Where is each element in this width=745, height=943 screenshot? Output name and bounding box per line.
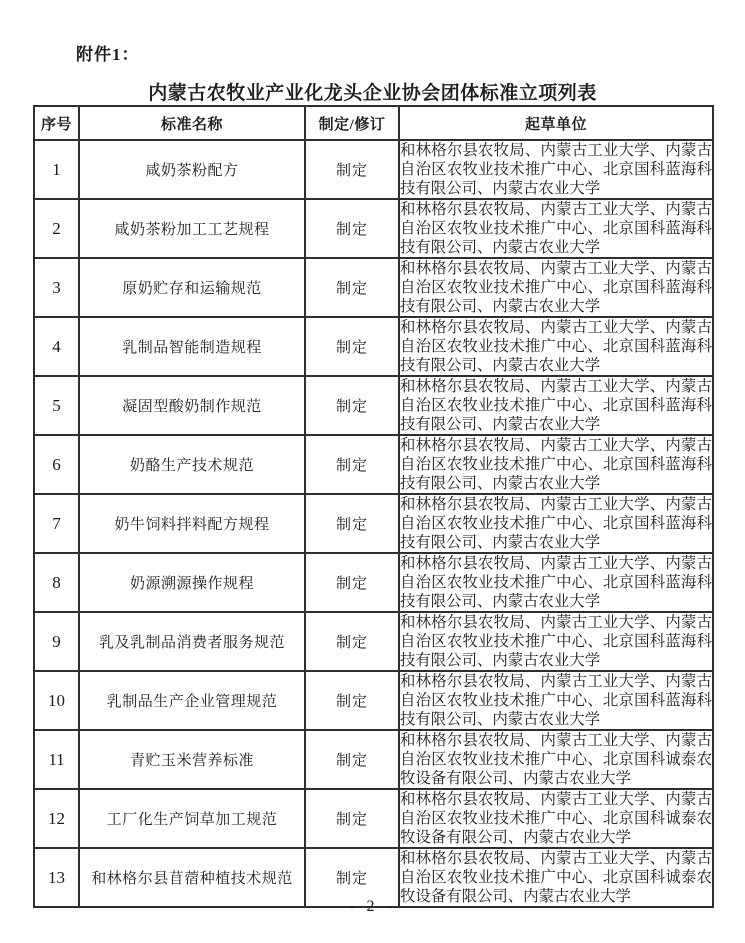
row-number: 7 [34, 494, 79, 553]
row-number: 9 [34, 612, 79, 671]
table-header-row [34, 106, 713, 140]
drafting-units: 和林格尔县农牧局、内蒙古工业大学、内蒙古自治区农牧业技术推广中心、北京国科蓝海科技有限公司、内蒙古农业大学 [400, 378, 712, 433]
column-header-drafters: 起草单位 [399, 106, 713, 140]
table-row [34, 376, 713, 435]
row-number: 2 [34, 199, 79, 258]
standards-table [33, 105, 714, 908]
row-number: 8 [34, 553, 79, 612]
drafting-units: 和林格尔县农牧局、内蒙古工业大学、内蒙古自治区农牧业技术推广中心、北京国科蓝海科技有限公司、内蒙古农业大学 [400, 437, 712, 492]
table-row [34, 553, 713, 612]
table-row [34, 730, 713, 789]
standard-name: 和林格尔县苜蓿种植技术规范 [79, 848, 305, 907]
drafting-units: 和林格尔县农牧局、内蒙古工业大学、内蒙古自治区农牧业技术推广中心、北京国科诚泰农牧设备有限公司、内蒙古农业大学 [400, 791, 712, 846]
table-row [34, 494, 713, 553]
row-number: 10 [34, 671, 79, 730]
standard-name: 乳及乳制品消费者服务规范 [79, 612, 305, 671]
row-number: 12 [34, 789, 79, 848]
row-number: 4 [34, 317, 79, 376]
table-row [34, 140, 713, 199]
standard-name: 乳制品生产企业管理规范 [79, 671, 305, 730]
table-header [34, 106, 713, 140]
revision-type: 制定 [305, 553, 399, 612]
standard-name: 奶源溯源操作规程 [79, 553, 305, 612]
column-header-number: 序号 [34, 106, 79, 140]
attachment-label: 附件1： [76, 45, 140, 64]
standard-name: 咸奶茶粉加工工艺规程 [79, 199, 305, 258]
drafting-units: 和林格尔县农牧局、内蒙古工业大学、内蒙古自治区农牧业技术推广中心、北京国科蓝海科技有限公司、内蒙古农业大学 [400, 496, 712, 551]
drafting-units: 和林格尔县农牧局、内蒙古工业大学、内蒙古自治区农牧业技术推广中心、北京国科蓝海科技有限公司、内蒙古农业大学 [400, 555, 712, 610]
drafting-units: 和林格尔县农牧局、内蒙古工业大学、内蒙古自治区农牧业技术推广中心、北京国科蓝海科技有限公司、内蒙古农业大学 [400, 201, 712, 256]
page-number: - 2 - [349, 898, 396, 915]
row-number: 6 [34, 435, 79, 494]
table-row [34, 671, 713, 730]
row-number: 1 [34, 140, 79, 199]
row-number: 11 [34, 730, 79, 789]
revision-type: 制定 [305, 671, 399, 730]
drafting-units: 和林格尔县农牧局、内蒙古工业大学、内蒙古自治区农牧业技术推广中心、北京国科蓝海科技有限公司、内蒙古农业大学 [400, 260, 712, 315]
revision-type: 制定 [305, 199, 399, 258]
page-title: 内蒙古农牧业产业化龙头企业协会团体标准立项列表 [148, 83, 597, 104]
row-number: 5 [34, 376, 79, 435]
standard-name: 乳制品智能制造规程 [79, 317, 305, 376]
standard-name: 奶牛饲料拌料配方规程 [79, 494, 305, 553]
row-number: 13 [34, 848, 79, 907]
revision-type: 制定 [305, 789, 399, 848]
revision-type: 制定 [305, 612, 399, 671]
standard-name: 原奶贮存和运输规范 [79, 258, 305, 317]
table-row [34, 435, 713, 494]
column-header-name: 标准名称 [79, 106, 305, 140]
revision-type: 制定 [305, 376, 399, 435]
table-row [34, 789, 713, 848]
table-row [34, 317, 713, 376]
table-body [34, 140, 713, 907]
standard-name: 咸奶茶粉配方 [79, 140, 305, 199]
revision-type: 制定 [305, 140, 399, 199]
drafting-units: 和林格尔县农牧局、内蒙古工业大学、内蒙古自治区农牧业技术推广中心、北京国科蓝海科技有限公司、内蒙古农业大学 [400, 142, 712, 197]
revision-type: 制定 [305, 848, 399, 907]
table-row [34, 199, 713, 258]
table-row [34, 258, 713, 317]
standard-name: 凝固型酸奶制作规范 [79, 376, 305, 435]
revision-type: 制定 [305, 258, 399, 317]
drafting-units: 和林格尔县农牧局、内蒙古工业大学、内蒙古自治区农牧业技术推广中心、北京国科蓝海科技有限公司、内蒙古农业大学 [400, 673, 712, 728]
drafting-units: 和林格尔县农牧局、内蒙古工业大学、内蒙古自治区农牧业技术推广中心、北京国科诚泰农牧设备有限公司、内蒙古农业大学 [400, 732, 712, 787]
revision-type: 制定 [305, 730, 399, 789]
standard-name: 奶酪生产技术规范 [79, 435, 305, 494]
drafting-units: 和林格尔县农牧局、内蒙古工业大学、内蒙古自治区农牧业技术推广中心、北京国科诚泰农牧设备有限公司、内蒙古农业大学 [400, 850, 712, 905]
table-row [34, 612, 713, 671]
revision-type: 制定 [305, 435, 399, 494]
drafting-units: 和林格尔县农牧局、内蒙古工业大学、内蒙古自治区农牧业技术推广中心、北京国科蓝海科技有限公司、内蒙古农业大学 [400, 319, 712, 374]
drafting-units: 和林格尔县农牧局、内蒙古工业大学、内蒙古自治区农牧业技术推广中心、北京国科蓝海科技有限公司、内蒙古农业大学 [400, 614, 712, 669]
row-number: 3 [34, 258, 79, 317]
column-header-revision: 制定/修订 [305, 106, 399, 140]
standard-name: 工厂化生产饲草加工规范 [79, 789, 305, 848]
standard-name: 青贮玉米营养标准 [79, 730, 305, 789]
revision-type: 制定 [305, 317, 399, 376]
revision-type: 制定 [305, 494, 399, 553]
